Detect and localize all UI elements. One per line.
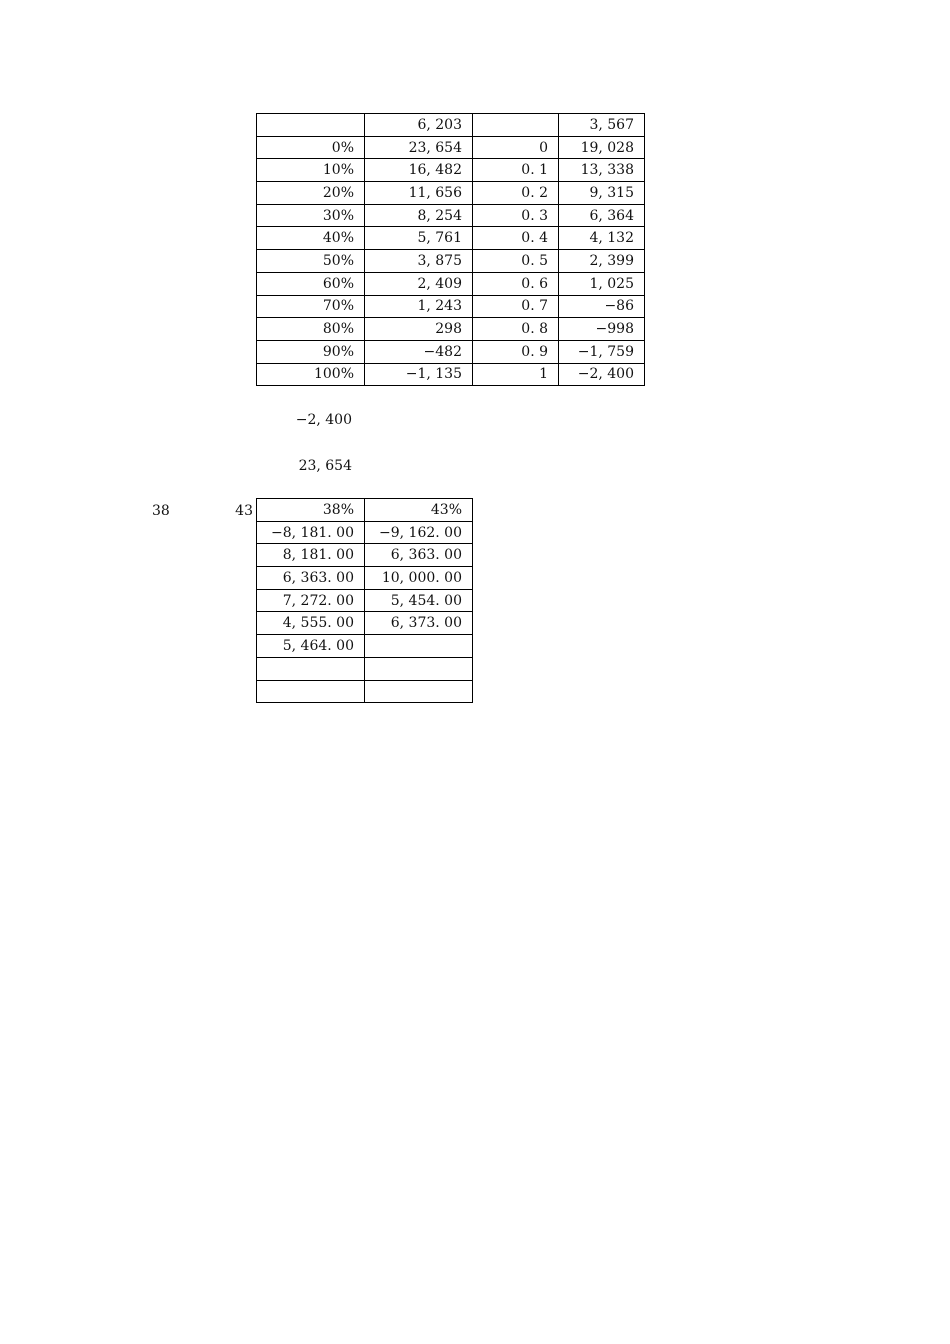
max-value[interactable]: 23, 654: [298, 458, 352, 474]
min-value[interactable]: −2, 400: [295, 412, 352, 428]
table-cell[interactable]: 0. 1: [473, 159, 559, 182]
table-cell[interactable]: 8, 181. 00: [257, 544, 365, 567]
table-cell[interactable]: 70%: [257, 295, 365, 318]
table-cell[interactable]: 0%: [257, 136, 365, 159]
table-row: [257, 340, 645, 363]
table-cell[interactable]: 23, 654: [365, 136, 473, 159]
rate-table: [256, 498, 473, 703]
table-cell[interactable]: 6, 363. 00: [257, 567, 365, 590]
table-cell[interactable]: [365, 657, 473, 680]
table-row: [257, 589, 473, 612]
table-row: [257, 250, 645, 273]
table-row: [257, 680, 473, 703]
table-cell[interactable]: 10%: [257, 159, 365, 182]
table-cell[interactable]: 0. 3: [473, 204, 559, 227]
table-row: [257, 544, 473, 567]
table-cell[interactable]: 9, 315: [559, 182, 645, 205]
table-cell[interactable]: 298: [365, 318, 473, 341]
table-row: [257, 227, 645, 250]
table-cell[interactable]: 6, 203: [365, 114, 473, 137]
table-cell[interactable]: 0. 9: [473, 340, 559, 363]
table-cell[interactable]: 4, 555. 00: [257, 612, 365, 635]
table-cell[interactable]: 5, 464. 00: [257, 635, 365, 658]
table-cell[interactable]: [257, 114, 365, 137]
table-cell[interactable]: 2, 409: [365, 272, 473, 295]
table-cell[interactable]: 4, 132: [559, 227, 645, 250]
table-cell[interactable]: 16, 482: [365, 159, 473, 182]
table-cell[interactable]: 40%: [257, 227, 365, 250]
table-cell[interactable]: 7, 272. 00: [257, 589, 365, 612]
table-cell[interactable]: 1, 025: [559, 272, 645, 295]
table-row: [257, 182, 645, 205]
table-cell[interactable]: 2, 399: [559, 250, 645, 273]
table-cell[interactable]: [257, 657, 365, 680]
table-row: [257, 657, 473, 680]
table-row: [257, 499, 473, 522]
table-row: [257, 114, 645, 137]
table-cell[interactable]: 50%: [257, 250, 365, 273]
table-cell[interactable]: −998: [559, 318, 645, 341]
table-cell[interactable]: −482: [365, 340, 473, 363]
table-cell[interactable]: 13, 338: [559, 159, 645, 182]
table-cell[interactable]: 1, 243: [365, 295, 473, 318]
table-cell[interactable]: 5, 761: [365, 227, 473, 250]
table-cell[interactable]: 60%: [257, 272, 365, 295]
table-cell[interactable]: 80%: [257, 318, 365, 341]
table-cell[interactable]: 3, 875: [365, 250, 473, 273]
table-cell[interactable]: 8, 254: [365, 204, 473, 227]
table-cell[interactable]: 10, 000. 00: [365, 567, 473, 590]
side-label-right[interactable]: 43: [235, 503, 253, 519]
table-cell[interactable]: 38%: [257, 499, 365, 522]
table-row: [257, 159, 645, 182]
table-cell[interactable]: 0. 5: [473, 250, 559, 273]
table-row: [257, 204, 645, 227]
table-cell[interactable]: [473, 114, 559, 137]
table-cell[interactable]: 19, 028: [559, 136, 645, 159]
table-cell[interactable]: −86: [559, 295, 645, 318]
table-row: [257, 272, 645, 295]
table-row: [257, 521, 473, 544]
table-row: [257, 318, 645, 341]
table-cell[interactable]: 11, 656: [365, 182, 473, 205]
table-cell[interactable]: 90%: [257, 340, 365, 363]
table-cell[interactable]: 3, 567: [559, 114, 645, 137]
table-row: [257, 635, 473, 658]
table-row: [257, 567, 473, 590]
table-cell[interactable]: [365, 680, 473, 703]
table-cell[interactable]: 43%: [365, 499, 473, 522]
table-cell[interactable]: [365, 635, 473, 658]
table-cell[interactable]: −9, 162. 00: [365, 521, 473, 544]
table-cell[interactable]: −2, 400: [559, 363, 645, 386]
table-cell[interactable]: 6, 373. 00: [365, 612, 473, 635]
table-cell[interactable]: 30%: [257, 204, 365, 227]
table-row: [257, 295, 645, 318]
table-cell[interactable]: 5, 454. 00: [365, 589, 473, 612]
sensitivity-table: [256, 113, 645, 386]
table-cell[interactable]: 0. 2: [473, 182, 559, 205]
table-cell[interactable]: −1, 759: [559, 340, 645, 363]
table-row: [257, 363, 645, 386]
table-cell[interactable]: −1, 135: [365, 363, 473, 386]
table-row: [257, 136, 645, 159]
table-cell[interactable]: −8, 181. 00: [257, 521, 365, 544]
table-cell[interactable]: 6, 363. 00: [365, 544, 473, 567]
table-cell[interactable]: 0. 4: [473, 227, 559, 250]
table-cell[interactable]: 20%: [257, 182, 365, 205]
table-cell[interactable]: 1: [473, 363, 559, 386]
table-cell[interactable]: 100%: [257, 363, 365, 386]
table-cell[interactable]: 0. 8: [473, 318, 559, 341]
table-row: [257, 612, 473, 635]
table-cell[interactable]: [257, 680, 365, 703]
table-cell[interactable]: 6, 364: [559, 204, 645, 227]
table-cell[interactable]: 0. 6: [473, 272, 559, 295]
side-label-left[interactable]: 38: [152, 503, 170, 519]
table-cell[interactable]: 0: [473, 136, 559, 159]
table-cell[interactable]: 0. 7: [473, 295, 559, 318]
